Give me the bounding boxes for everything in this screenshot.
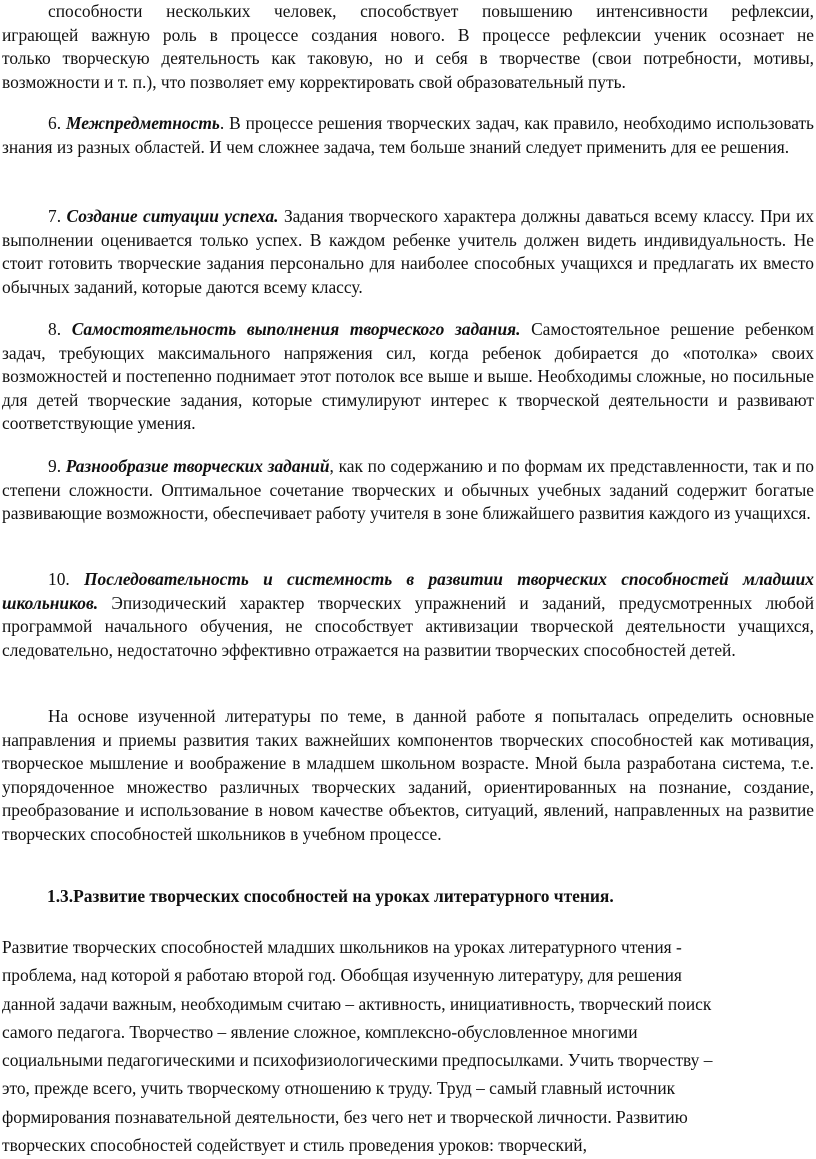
opening-line: способности нескольких человек, способствует повышению интенсивности рефлексии,: [48, 1, 814, 21]
section-body-line: социальными педагогическими и психофизиологическими предпосылками. Учить творчеству –: [2, 1050, 713, 1071]
principle-text: , как по содержанию и по формам их представленности, так и по степени сложности. Оптимальное сочетание творческих и обычных учебных заданий содержит богатые развивающие возможности, обеспечивает работу учителя в зоне ближайшего развития каждого из учащихся.: [2, 456, 814, 524]
section-body-line: творческих способностей содействует и стиль проведения уроков: творческий,: [2, 1135, 587, 1156]
principle-text: Эпизодический характер творческих упражнений и заданий, предусмотренных любой программой начального обучения, не способствует активизации творческой деятельности учащихся, следовательно, недостаточно эффективно отражается на развитии творческих способностей детей.: [2, 592, 814, 660]
principle-number: 7.: [48, 206, 62, 226]
section-body-line: проблема, над которой я работаю второй год. Обобщая изученную литературу, для решения: [2, 965, 682, 986]
principle-text: . В процессе решения творческих задач, как правило, необходимо использовать знания из разных областей. И чем сложнее задача, тем больше знаний следует применить для ее решения.: [2, 113, 814, 157]
principle-text: Задания творческого характера должны даваться всему классу. При их выполнении оценивается только успех. В каждом ребенке учитель должен видеть индивидуальность. Не стоит готовить творческие задания персонально для наиболее способных учащихся и предлагать их вместо обычных заданий, которые даются всему классу.: [2, 206, 814, 297]
principle-title: Создание ситуации успеха.: [66, 206, 279, 226]
principle-10-paragraph: [2, 568, 814, 662]
principle-title: Разнообразие творческих заданий: [65, 456, 330, 476]
principle-9-paragraph: [2, 455, 814, 526]
principle-number: 8.: [48, 319, 62, 339]
section-heading: 1.3.Развитие творческих способностей на уроках литературного чтения.: [47, 886, 614, 906]
principle-text: Самостоятельное решение ребенком задач, требующих максимального напряжения сил, когда ребенок добирается до «потолка» своих возможностей и постепенно поднимает этот потолок все выше и выше. Необходимы сложные, но посильные для детей творческие задания, которые стимулируют интерес к творческой деятельности и развивают соответствующие умения.: [2, 319, 814, 434]
principle-number: 9.: [48, 456, 62, 476]
section-body-line: это, прежде всего, учить творческому отношению к труду. Труд – самый главный источник: [2, 1078, 676, 1099]
principle-number: 6.: [48, 113, 62, 133]
principle-title: Самостоятельность выполнения творческого задания.: [71, 319, 521, 339]
section-body-line: формирования познавательной деятельности, без чего нет и творческой личности. Развитию: [2, 1106, 688, 1127]
principle-title: Последовательность и системность в развитии творческих способностей младших школьников.: [2, 569, 814, 613]
principle-8-paragraph: [2, 318, 814, 436]
principle-title: Межпредметность: [65, 113, 220, 133]
section-body-line: самого педагога. Творчество – явление сложное, комплексно-обусловленное многими: [2, 1021, 638, 1042]
summary-paragraph: На основе изученной литературы по теме, в данной работе я попыталась определить основные направления и приемы развития таких важнейших компонентов творческих способностей как мотивация, творческое мышление и воображение в младшем школьном возрасте. Мной была разработана система, т.е. упорядоченное множество различных творческих заданий, ориентированных на познание, создание, преобразование и использование в новом качестве объектов, ситуаций, явлений, направленных на развитие творческих способностей школьников в учебном процессе.: [2, 706, 814, 844]
opening-paragraph: [2, 0, 814, 94]
section-body-line: Развитие творческих способностей младших школьников на уроках литературного чтения -: [2, 937, 682, 957]
principle-7-paragraph: [2, 205, 814, 299]
principle-6-paragraph: [2, 112, 814, 159]
section-body: [2, 933, 814, 1159]
opening-line: только творческую деятельность как таковую, но и себя в творчестве (свои потребности, мотивы,: [2, 48, 814, 69]
section-body-line: данной задачи важным, необходимым считаю – активность, инициативность, творческий поиск: [2, 993, 712, 1014]
opening-line: возможности и т. п.), что позволяет ему корректировать свой образовательный путь.: [2, 71, 626, 92]
opening-line: играющей важную роль в процессе создания нового. В процессе рефлексии ученик осознает не: [2, 24, 814, 45]
principle-number: 10.: [48, 569, 70, 589]
